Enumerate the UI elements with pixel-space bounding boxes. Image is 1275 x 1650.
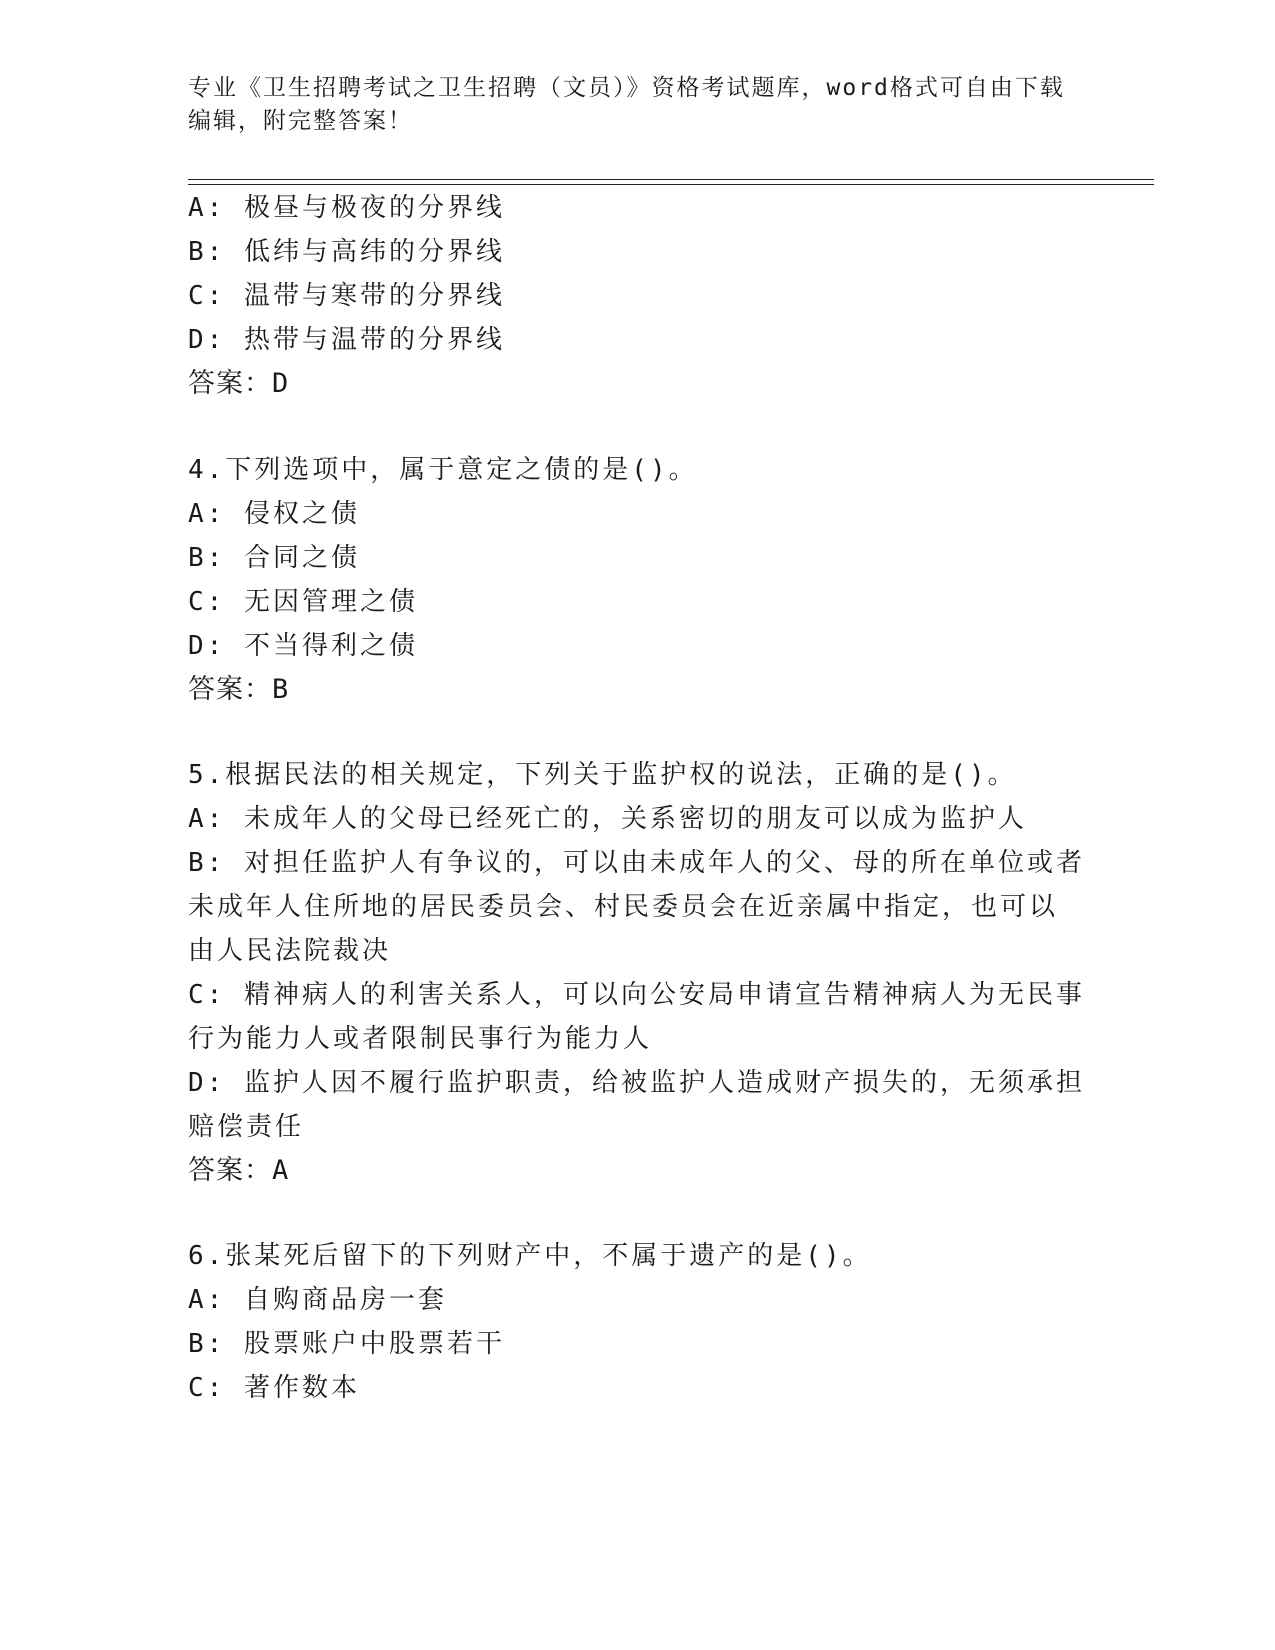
q6-option-a: A: 自购商品房一套 — [188, 1285, 447, 1315]
q4-option-a: A: 侵权之债 — [188, 499, 360, 529]
q3-option-c: C: 温带与寒带的分界线 — [188, 281, 505, 311]
header-line-2: 编辑，附完整答案！ — [188, 108, 413, 134]
q4-question: 4.下列选项中，属于意定之债的是()。 — [188, 455, 698, 485]
q5-option-c-line-1: C: 精神病人的利害关系人，可以向公安局申请宣告精神病人为无民事 — [188, 980, 1085, 1010]
q5-option-d-line-2: 赔偿责任 — [188, 1112, 305, 1142]
header-divider-bottom — [188, 184, 1154, 185]
q3-option-b: B: 低纬与高纬的分界线 — [188, 237, 505, 267]
q5-question: 5.根据民法的相关规定，下列关于监护权的说法，正确的是()。 — [188, 760, 1017, 790]
q5-option-b-line-1: B: 对担任监护人有争议的，可以由未成年人的父、母的所在单位或者 — [188, 848, 1085, 878]
q4-option-b: B: 合同之债 — [188, 543, 360, 573]
q3-option-d: D: 热带与温带的分界线 — [188, 325, 505, 355]
answer-label: 答案： — [188, 674, 272, 705]
q5-option-b-line-2: 未成年人住所地的居民委员会、村民委员会在近亲属中指定，也可以 — [188, 892, 1059, 922]
q4-option-c: C: 无因管理之债 — [188, 587, 418, 617]
answer-label: 答案： — [188, 368, 272, 399]
q3-option-a: A: 极昼与极夜的分界线 — [188, 193, 505, 223]
answer-value: D — [272, 368, 290, 399]
answer-label: 答案： — [188, 1155, 272, 1186]
q4-option-d: D: 不当得利之债 — [188, 631, 418, 661]
q3-answer — [188, 369, 289, 399]
q6-option-b: B: 股票账户中股票若干 — [188, 1329, 505, 1359]
q5-option-d-line-1: D: 监护人因不履行监护职责，给被监护人造成财产损失的，无须承担 — [188, 1068, 1085, 1098]
q5-option-b-line-3: 由人民法院裁决 — [188, 936, 392, 966]
answer-value: B — [272, 674, 290, 705]
header-line-1: 专业《卫生招聘考试之卫生招聘（文员）》资格考试题库，word格式可自由下载 — [188, 75, 1065, 101]
q6-option-c: C: 著作数本 — [188, 1373, 360, 1403]
q5-option-a: A: 未成年人的父母已经死亡的，关系密切的朋友可以成为监护人 — [188, 804, 1027, 834]
q4-answer — [188, 675, 289, 705]
answer-value: A — [272, 1155, 290, 1186]
q5-option-c-line-2: 行为能力人或者限制民事行为能力人 — [188, 1024, 653, 1054]
document-header — [188, 72, 1088, 138]
header-divider-top — [188, 179, 1154, 180]
q6-question: 6.张某死后留下的下列财产中，不属于遗产的是()。 — [188, 1241, 872, 1271]
q5-answer — [188, 1156, 289, 1186]
